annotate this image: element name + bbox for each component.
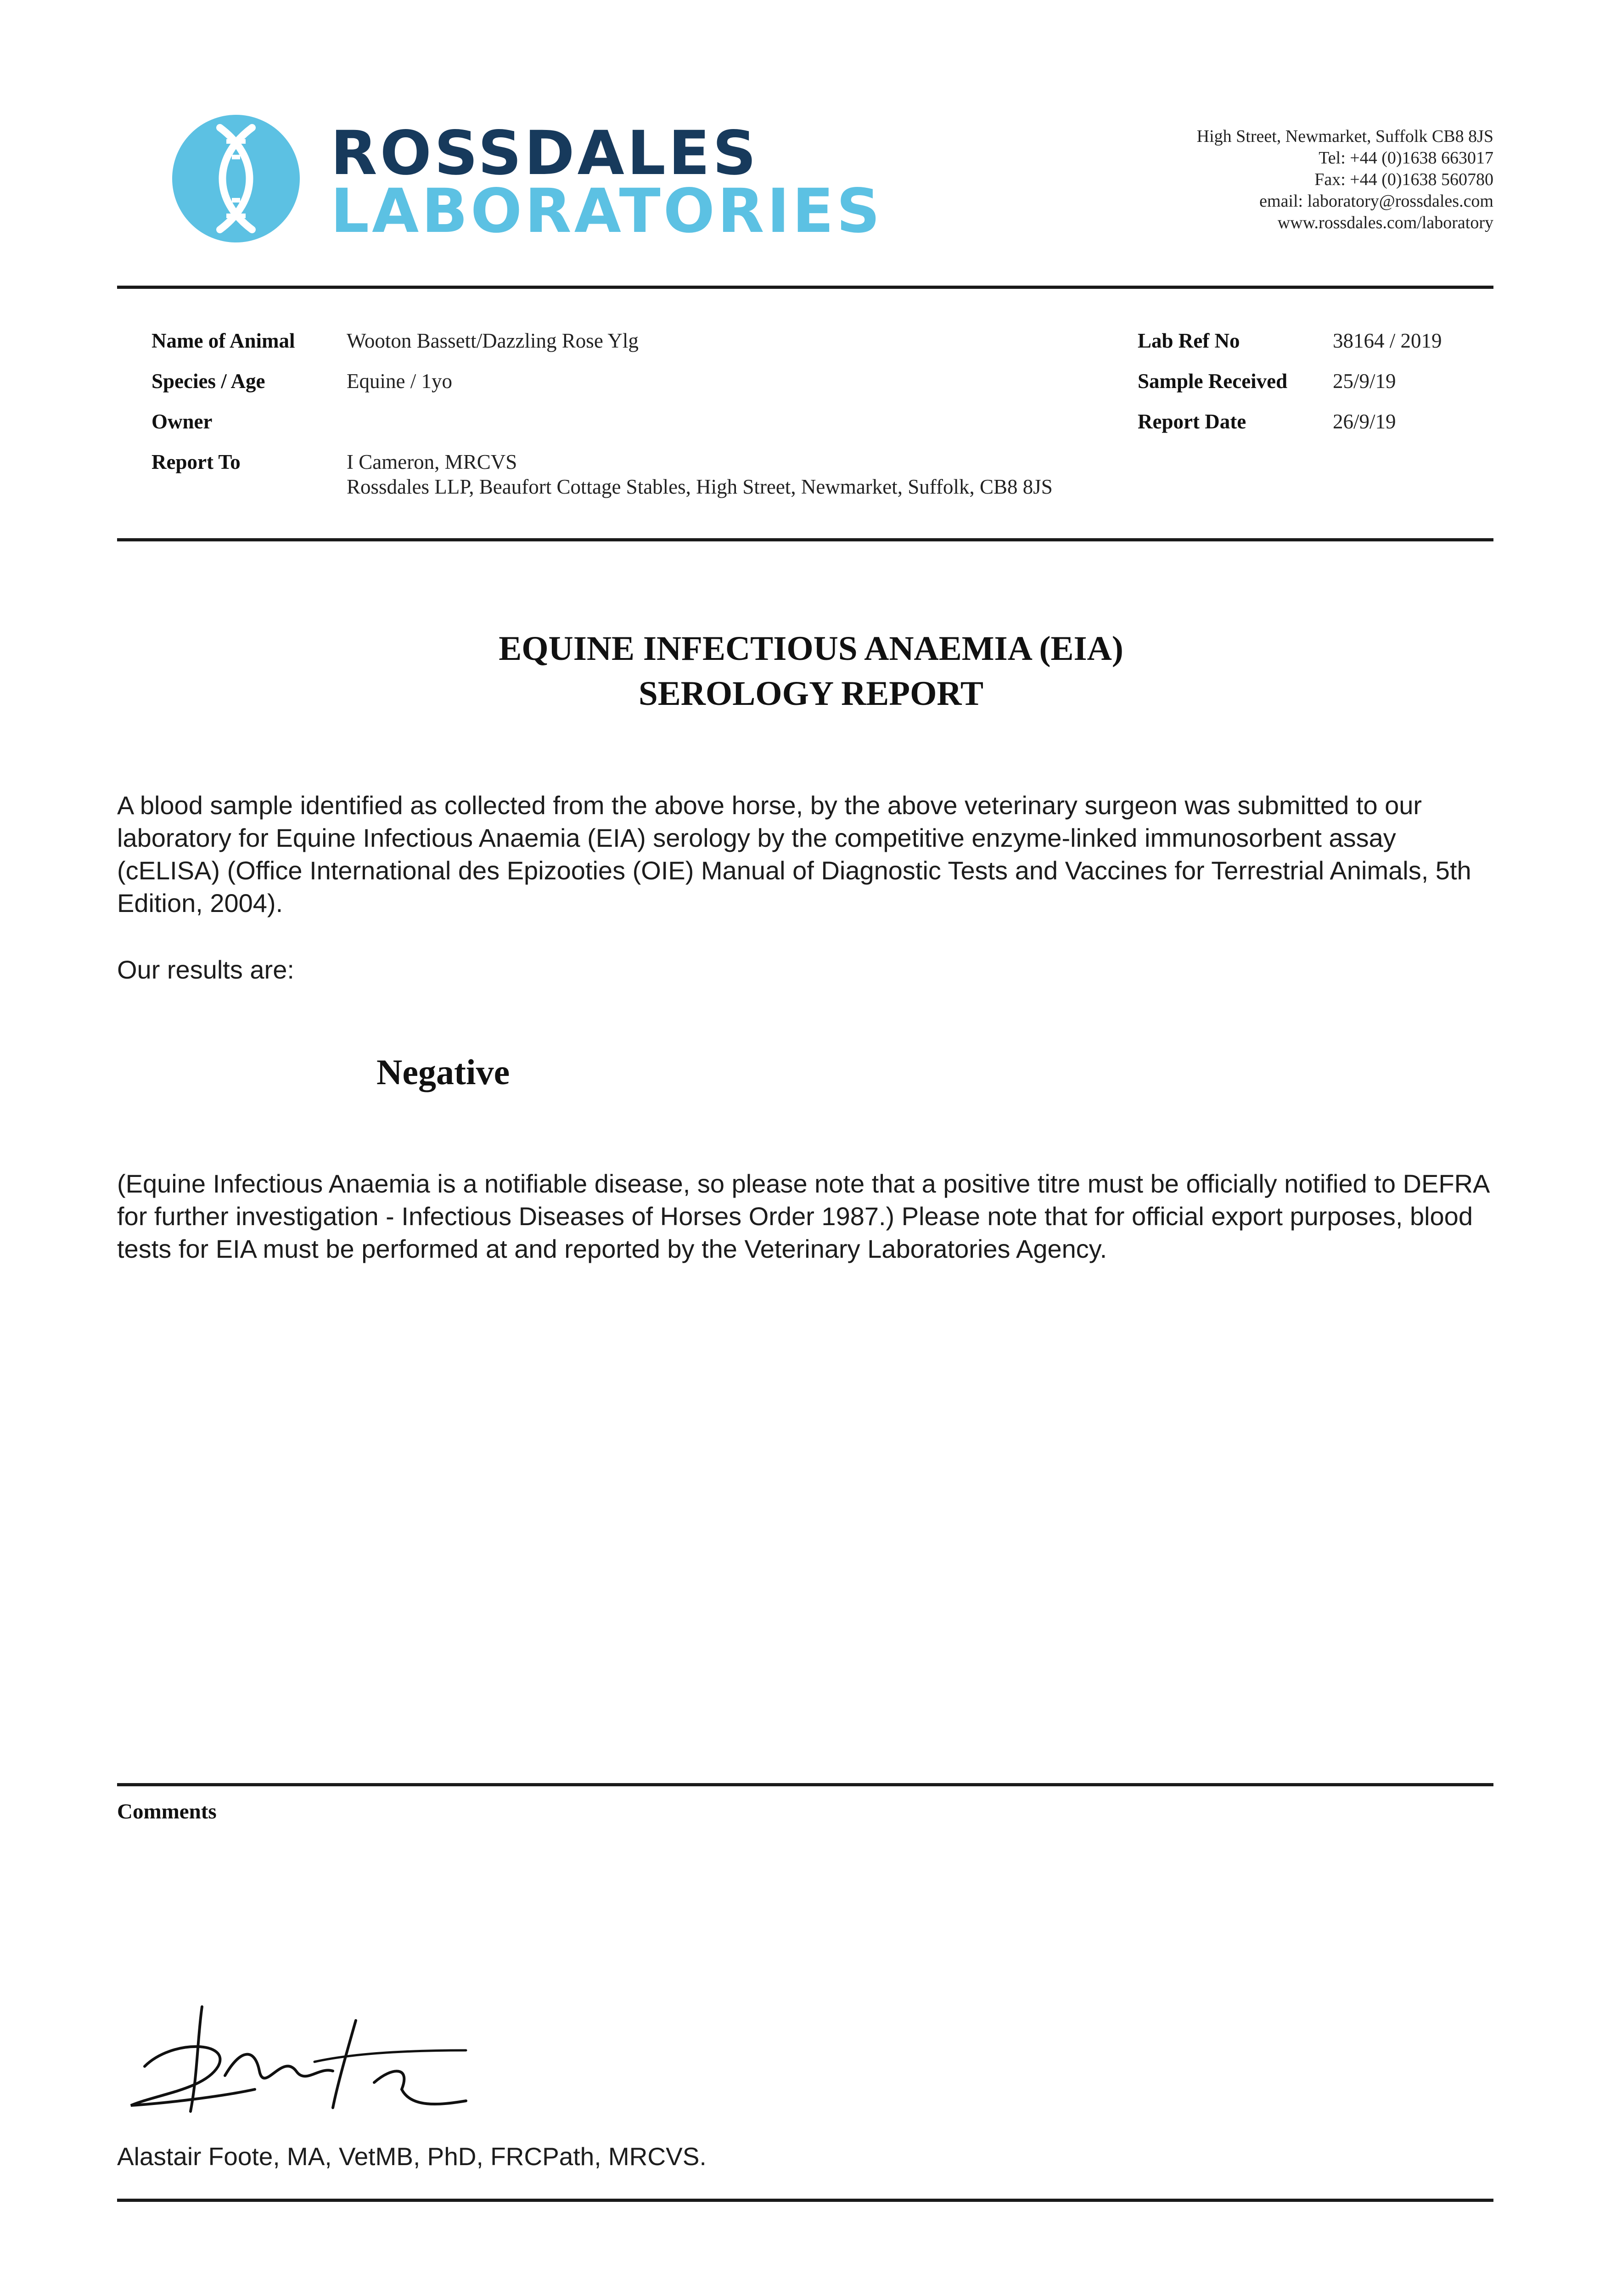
results-intro: Our results are: bbox=[117, 955, 294, 984]
report-subtitle: SEROLOGY REPORT bbox=[639, 675, 983, 713]
footer-divider bbox=[117, 2199, 1493, 2202]
lab-ref-value: 38164 / 2019 bbox=[1333, 329, 1442, 352]
sample-received-label: Sample Received bbox=[1138, 370, 1288, 393]
details-divider bbox=[117, 538, 1493, 541]
header-divider bbox=[117, 286, 1493, 289]
dna-helix-icon bbox=[172, 115, 300, 242]
lab-ref-label: Lab Ref No bbox=[1138, 329, 1240, 352]
owner-label: Owner bbox=[152, 410, 213, 433]
fax-line: Fax: +44 (0)1638 560780 bbox=[1314, 170, 1493, 189]
report-date-label: Report Date bbox=[1138, 410, 1246, 433]
name-value: Wooton Bassett/Dazzling Rose Ylg bbox=[347, 329, 639, 352]
signer-name: Alastair Foote, MA, VetMB, PhD, FRCPath, MRCVS. bbox=[117, 2142, 707, 2171]
species-value: Equine / 1yo bbox=[347, 370, 452, 393]
report-date-value: 26/9/19 bbox=[1333, 410, 1396, 433]
website-line: www.rossdales.com/laboratory bbox=[1277, 213, 1493, 232]
phone-line: Tel: +44 (0)1638 663017 bbox=[1319, 148, 1493, 168]
report-to-address: Rossdales LLP, Beaufort Cottage Stables, High Street, Newmarket, Suffolk, CB8 8JS bbox=[347, 475, 1053, 498]
name-label: Name of Animal bbox=[152, 329, 295, 352]
intro-paragraph: A blood sample identified as collected from the above horse, by the above veterinary surgeon was submitted to our laboratory for Equine Infectious Anaemia (EIA) serology by the competitive enzyme-linked immunosorbent assay (cELISA) (Office International des Epizooties (OIE) Manual of Diagnostic Tests and Vaccines for Terrestrial Animals, 5th Edition, 2004). bbox=[117, 791, 1471, 917]
sample-received-value: 25/9/19 bbox=[1333, 370, 1396, 393]
report-to-label: Report To bbox=[152, 450, 241, 473]
test-result: Negative bbox=[376, 1052, 510, 1092]
report-to-name: I Cameron, MRCVS bbox=[347, 450, 517, 473]
comments-divider bbox=[117, 1783, 1493, 1786]
lab-address bbox=[1197, 126, 1493, 234]
address-line: High Street, Newmarket, Suffolk CB8 8JS bbox=[1196, 127, 1493, 146]
comments-label: Comments bbox=[117, 1800, 217, 1823]
species-label: Species / Age bbox=[152, 370, 265, 393]
report-title: EQUINE INFECTIOUS ANAEMIA (EIA) bbox=[499, 630, 1123, 668]
brand-name-bottom: LABORATORIES bbox=[331, 176, 883, 247]
notifiable-note: (Equine Infectious Anaemia is a notifiable disease, so please note that a positive titre must be officially notified to DEFRA for further investigation - Infectious Diseases of Horses Order 1987.) Please note that for official export purposes, blood tests for EIA must be performed at and reported by the Veterinary Laboratories Agency. bbox=[117, 1169, 1489, 1263]
email-line: email: laboratory@rossdales.com bbox=[1259, 191, 1493, 211]
brand-name-top: ROSSDALES bbox=[331, 118, 759, 189]
handwritten-signature bbox=[117, 1998, 484, 2117]
